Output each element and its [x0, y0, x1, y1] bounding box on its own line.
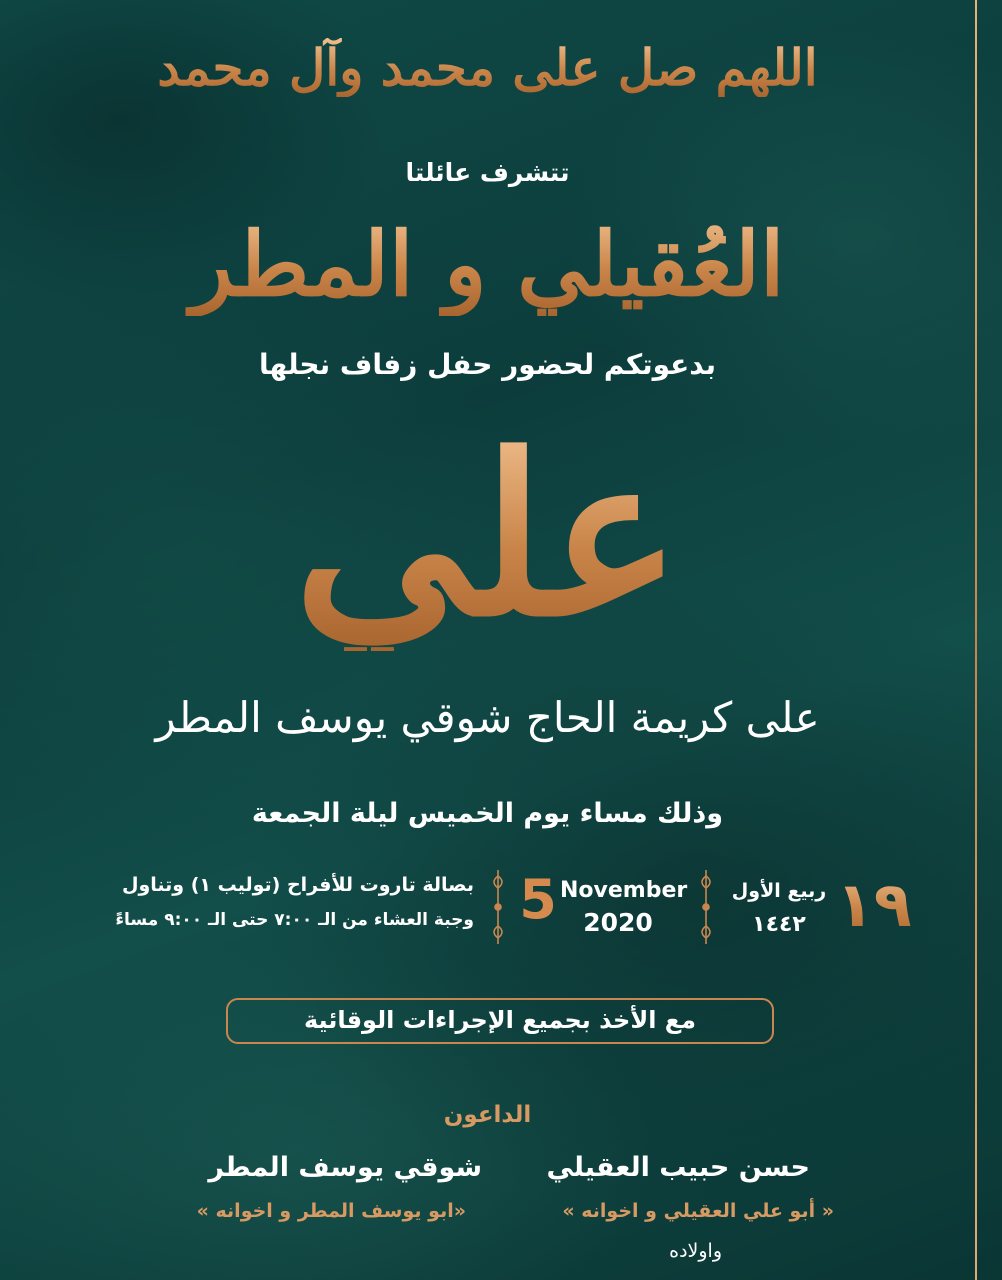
hijri-year: ١٤٤٢ [752, 912, 806, 937]
groom-name-calligraphy: علي [0, 420, 975, 651]
host-2-name: شوقي يوسف المطر [208, 1152, 482, 1183]
ornament-divider-icon [486, 866, 510, 948]
host-2-subtitle: «ابو يوسف المطر و اخوانه » [196, 1200, 466, 1222]
hosts-title: الداعون [443, 1102, 532, 1128]
host-1-subtitle: « أبو علي العقيلي و اخوانه » [562, 1200, 834, 1222]
venue-line-1: بصالة تاروت للأفراح (توليب ١) وتناول [121, 874, 474, 896]
gregorian-month: November [560, 878, 688, 903]
salawat-calligraphy: اللهم صل على محمد وآل محمد [0, 38, 975, 97]
invitation-text: بدعوتكم لحضور حفل زفاف نجلها [258, 348, 716, 381]
bride-line: على كريمة الحاج شوقي يوسف المطر [155, 693, 820, 742]
notice-text: مع الأخذ بجميع الإجراءات الوقائية [303, 1006, 697, 1034]
gold-frame-line [975, 0, 977, 1280]
hijri-day: ١٩ [836, 868, 912, 941]
families-calligraphy: العُقيلي و المطر [0, 212, 975, 316]
intro-text: تتشرف عائلتا [405, 158, 570, 187]
gregorian-year: 2020 [583, 908, 653, 937]
event-day-text: وذلك مساء يوم الخميس ليلة الجمعة [251, 798, 724, 829]
ornament-divider-icon [694, 866, 718, 948]
venue-line-2: وجبة العشاء من الـ ٧:٠٠ حتى الـ ٩:٠٠ مساءً [115, 910, 474, 930]
gregorian-day: 5 [519, 868, 557, 931]
host-1-name: حسن حبيب العقيلي [546, 1152, 810, 1183]
host-1-subtitle-2: واولاده [669, 1240, 722, 1262]
hijri-month: ربيع الأول [731, 880, 827, 902]
